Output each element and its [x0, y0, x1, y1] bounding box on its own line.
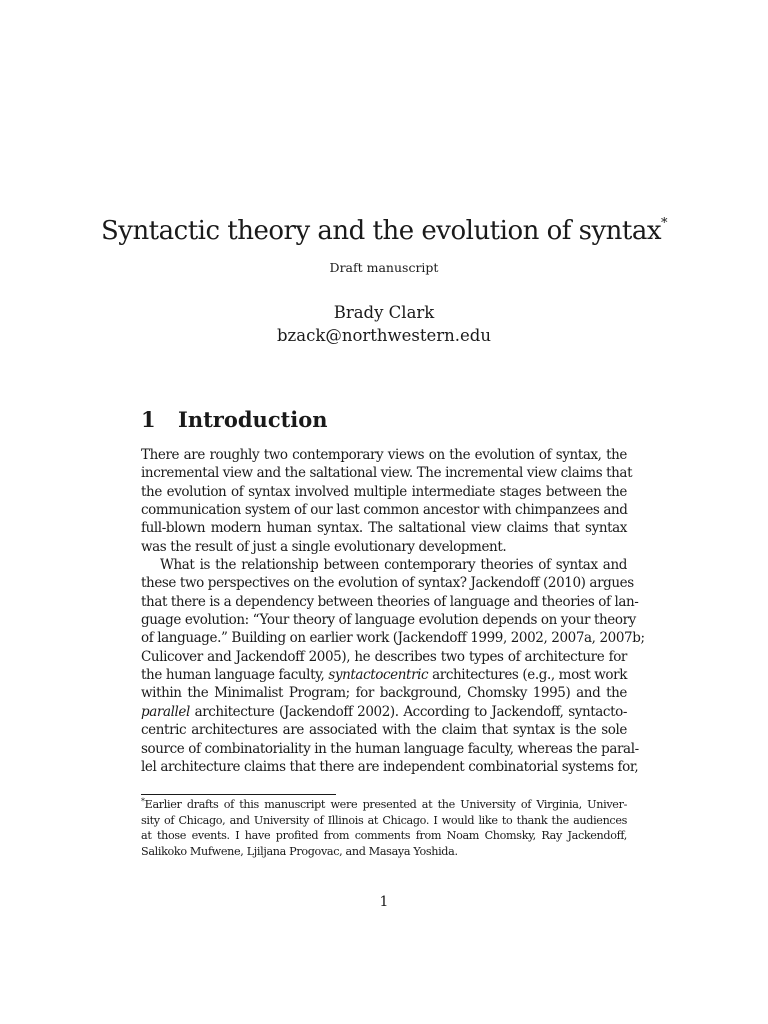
- page-number: 1: [379, 894, 389, 910]
- footnote-line: at those events. I have profited from comments from Noam Chomsky, Ray Jackendoff,: [141, 829, 627, 842]
- text-segment: architecture (Jackendoff 2002). According to Jackendoff, syntacto-: [189, 703, 627, 720]
- title-footnote-marker: *: [661, 216, 668, 231]
- emphasized-term: parallel: [141, 703, 190, 720]
- footnote: [141, 797, 627, 859]
- text-segment: the human language faculty,: [141, 667, 329, 684]
- text-line: full-blown modern human syntax. The saltational view claims that syntax: [141, 520, 627, 537]
- manuscript-status: Draft manuscript: [329, 260, 439, 275]
- body-text: [141, 446, 645, 776]
- text-line: the evolution of syntax involved multiple intermediate stages between the: [141, 483, 627, 500]
- text-line: that there is a dependency between theories of language and theories of lan-: [141, 593, 639, 610]
- text-line: lel architecture claims that there are independent combinatorial systems for,: [141, 758, 639, 775]
- author-name: Brady Clark: [333, 303, 435, 322]
- text-line: centric architectures are associated with the claim that syntax is the sole: [141, 722, 627, 739]
- footnote-line: Salikoko Mufwene, Ljiljana Progovac, and Masaya Yoshida.: [141, 844, 458, 858]
- text-line: was the result of just a single evolutionary development.: [141, 538, 507, 555]
- section-number: 1: [141, 407, 156, 432]
- text-line: [141, 703, 627, 721]
- footnote-line: sity of Chicago, and University of Illinois at Chicago. I would like to thank the audiences: [141, 813, 627, 827]
- text-line: incremental view and the saltational view. The incremental view claims that: [141, 465, 633, 482]
- text-line: of language.” Building on earlier work (Jackendoff 1999, 2002, 2007a, 2007b;: [141, 630, 645, 647]
- text-line: within the Minimalist Program; for background, Chomsky 1995) and the: [141, 685, 627, 702]
- section-heading: [141, 405, 641, 435]
- text-line: There are roughly two contemporary views on the evolution of syntax, the: [141, 447, 627, 463]
- footnote-marker: *: [141, 797, 145, 806]
- text-segment: Earlier drafts of this manuscript were presented at the University of Virginia, Univer-: [144, 798, 627, 811]
- text-line: communication system of our last common ancestor with chimpanzees and: [141, 502, 628, 519]
- section-title: Introduction: [178, 407, 328, 432]
- paragraph-2: [141, 556, 645, 776]
- emphasized-term: syntactocentric: [328, 667, 429, 684]
- text-line: What is the relationship between contemporary theories of syntax and: [160, 557, 627, 574]
- text-line: [141, 666, 627, 684]
- text-line: guage evolution: “Your theory of language evolution depends on your theory: [141, 612, 636, 629]
- text-line: source of combinatoriality in the human language faculty, whereas the paral-: [141, 740, 639, 757]
- text-line: Culicover and Jackendoff 2005), he describes two types of architecture for: [141, 648, 627, 665]
- author-email: bzack@northwestern.edu: [276, 326, 491, 345]
- paper-title-text: Syntactic theory and the evolution of syntax: [100, 216, 662, 246]
- text-segment: architectures (e.g., most work: [428, 667, 627, 684]
- text-line: these two perspectives on the evolution of syntax? Jackendoff (2010) argues: [141, 575, 634, 592]
- footnote-rule: [141, 794, 336, 795]
- paragraph-1: [141, 446, 633, 556]
- footnote-line: [141, 797, 627, 813]
- paper-title: [0, 214, 768, 248]
